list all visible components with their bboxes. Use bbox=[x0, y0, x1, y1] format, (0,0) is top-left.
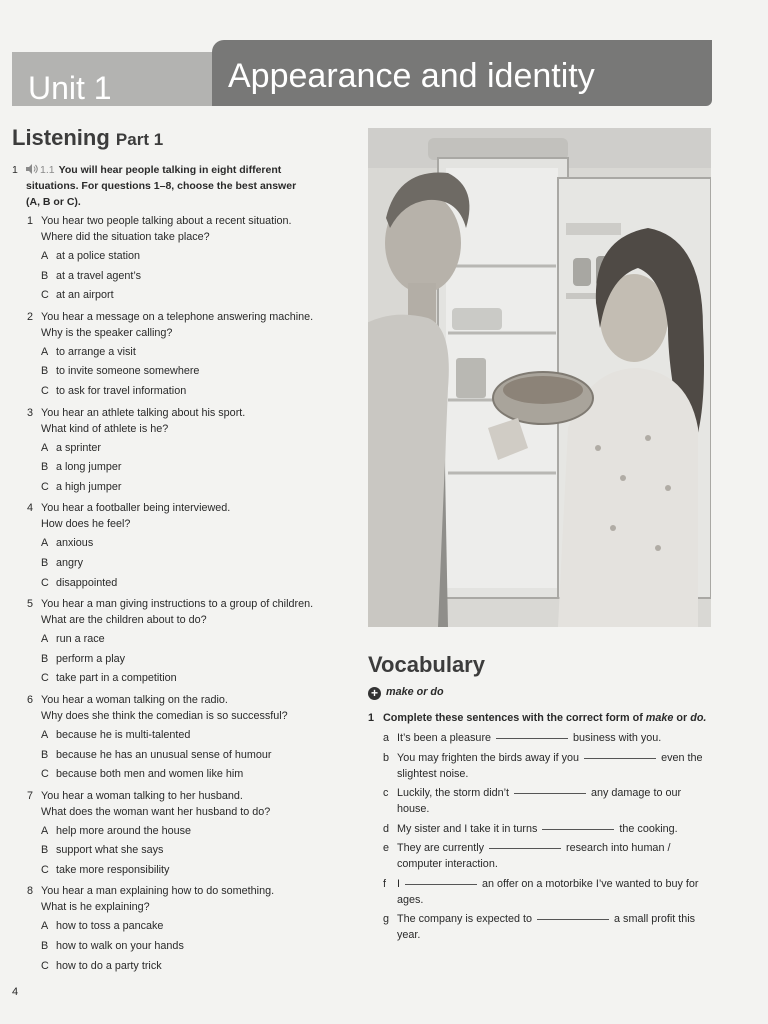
sentence-c: c Luckily, the storm didn’t any damage to our house. bbox=[383, 787, 682, 815]
instruction-line: (A, B or C). bbox=[26, 196, 81, 208]
question-text: How does he feel? bbox=[41, 518, 131, 531]
question-text: You hear a footballer being interviewed. bbox=[41, 502, 231, 515]
question-6 bbox=[12, 692, 357, 785]
vocabulary-section bbox=[368, 650, 711, 947]
listening-section bbox=[12, 124, 357, 976]
question-3 bbox=[12, 405, 357, 498]
vocabulary-title: Vocabulary bbox=[368, 652, 485, 677]
listening-part: Part 1 bbox=[115, 130, 164, 149]
question-number: 1 bbox=[27, 215, 34, 227]
question-4 bbox=[12, 500, 357, 593]
option-a[interactable]: A help more around the house bbox=[41, 824, 192, 837]
question-5 bbox=[12, 596, 357, 689]
question-7 bbox=[12, 788, 357, 881]
instruction-prefix: Complete these sentences with the correct form of bbox=[383, 712, 643, 724]
question-number: 6 bbox=[27, 693, 34, 706]
option-c[interactable]: C how to do a party trick bbox=[41, 959, 162, 972]
question-number: 3 bbox=[27, 406, 34, 419]
instruction-do: do. bbox=[690, 712, 707, 724]
task-number: 1 bbox=[12, 164, 18, 176]
option-a[interactable]: A at a police station bbox=[41, 250, 141, 262]
question-text: You hear an athlete talking about his sport. bbox=[41, 406, 246, 419]
option-a[interactable]: A because he is multi-talented bbox=[41, 728, 191, 741]
track-number: 1.1 bbox=[40, 164, 55, 176]
listening-heading bbox=[12, 124, 357, 154]
option-b[interactable]: B at a travel agent’s bbox=[41, 269, 142, 282]
answer-gap[interactable] bbox=[537, 919, 609, 920]
question-text: Why is the speaker calling? bbox=[41, 326, 173, 339]
question-text: You hear a man giving instructions to a group of children. bbox=[41, 598, 314, 611]
answer-gap[interactable] bbox=[584, 758, 656, 759]
question-8 bbox=[12, 883, 357, 976]
question-text: Where did the situation take place? bbox=[41, 231, 210, 243]
question-text: What kind of athlete is he? bbox=[41, 422, 169, 435]
option-a[interactable]: A how to toss a pancake bbox=[41, 920, 164, 933]
option-b[interactable]: B support what she says bbox=[41, 844, 164, 857]
option-a[interactable]: A to arrange a visit bbox=[41, 345, 136, 358]
question-text: What is he explaining? bbox=[41, 901, 150, 914]
question-text: What does the woman want her husband to do? bbox=[41, 805, 271, 818]
answer-gap[interactable] bbox=[514, 793, 586, 794]
option-c[interactable]: C because both men and women like him bbox=[41, 768, 244, 781]
option-c[interactable]: C a high jumper bbox=[41, 480, 122, 493]
option-c[interactable]: C at an airport bbox=[41, 289, 114, 302]
option-b[interactable]: B because he has an unusual sense of humour bbox=[41, 748, 272, 761]
sentence-f: f I an offer on a motorbike I’ve wanted to buy for ages. bbox=[383, 877, 699, 906]
unit-title: Appearance and identity bbox=[228, 57, 595, 95]
option-b[interactable]: B perform a play bbox=[41, 652, 126, 665]
unit-banner bbox=[12, 40, 712, 106]
instruction-line: situations. For questions 1–8, choose the best answer bbox=[26, 180, 297, 192]
task-number: 1 bbox=[368, 712, 375, 724]
page-number: 4 bbox=[12, 986, 19, 998]
question-1 bbox=[12, 213, 357, 306]
photo-couple-at-fridge bbox=[368, 128, 711, 627]
vocabulary-subheading bbox=[368, 684, 711, 700]
plus-circle-icon: + bbox=[368, 687, 381, 700]
listening-title: Listening bbox=[12, 125, 110, 150]
speaker-icon[interactable] bbox=[26, 164, 38, 174]
option-a[interactable]: A anxious bbox=[41, 537, 94, 550]
option-b[interactable]: B a long jumper bbox=[41, 461, 122, 474]
option-b[interactable]: B angry bbox=[41, 556, 84, 569]
answer-gap[interactable] bbox=[496, 738, 568, 739]
sentence-g: g The company is expected to a small profit this year. bbox=[383, 913, 696, 941]
question-text: You hear a man explaining how to do something. bbox=[41, 885, 275, 898]
question-text: You hear a woman talking on the radio. bbox=[41, 693, 228, 706]
sentence-d: d My sister and I take it in turns the cooking. bbox=[383, 822, 678, 835]
unit-label-block bbox=[12, 52, 212, 106]
answer-gap[interactable] bbox=[489, 848, 561, 849]
option-b[interactable]: B how to walk on your hands bbox=[41, 940, 184, 953]
instruction-line: You will hear people talking in eight different bbox=[58, 164, 282, 176]
question-text: Why does she think the comedian is so successful? bbox=[41, 709, 288, 722]
option-c[interactable]: C to ask for travel information bbox=[41, 384, 187, 397]
unit-title-block bbox=[212, 40, 712, 106]
option-a[interactable]: A run a race bbox=[41, 633, 105, 646]
subheading-text: make or do bbox=[386, 686, 444, 698]
listening-instructions bbox=[12, 162, 357, 210]
answer-gap[interactable] bbox=[405, 884, 477, 885]
photo-illustration bbox=[368, 128, 711, 627]
question-text: What are the children about to do? bbox=[41, 614, 207, 627]
question-2 bbox=[12, 309, 357, 402]
question-text: You hear two people talking about a recent situation. bbox=[41, 215, 292, 227]
question-number: 5 bbox=[27, 598, 34, 611]
option-a[interactable]: A a sprinter bbox=[41, 441, 102, 454]
option-c[interactable]: C take more responsibility bbox=[41, 863, 170, 876]
vocabulary-instructions bbox=[368, 710, 711, 726]
question-number: 2 bbox=[27, 310, 34, 323]
option-c[interactable]: C disappointed bbox=[41, 576, 118, 589]
sentence-b: b You may frighten the birds away if you even the slightest noise. bbox=[383, 751, 703, 780]
question-number: 4 bbox=[27, 502, 34, 515]
question-number: 7 bbox=[27, 789, 34, 802]
question-text: You hear a woman talking to her husband. bbox=[41, 789, 243, 802]
question-number: 8 bbox=[27, 885, 34, 898]
sentence-e: e They are currently research into human / computer interaction. bbox=[383, 842, 671, 870]
instruction-or: or bbox=[676, 712, 688, 724]
sentence-a: a It’s been a pleasure business with you. bbox=[383, 732, 662, 744]
option-c[interactable]: C take part in a competition bbox=[41, 672, 177, 685]
question-text: You hear a message on a telephone answering machine. bbox=[41, 310, 314, 323]
answer-gap[interactable] bbox=[542, 829, 614, 830]
instruction-make: make bbox=[645, 712, 674, 724]
option-b[interactable]: B to invite someone somewhere bbox=[41, 365, 200, 378]
unit-label: Unit 1 bbox=[28, 70, 112, 106]
